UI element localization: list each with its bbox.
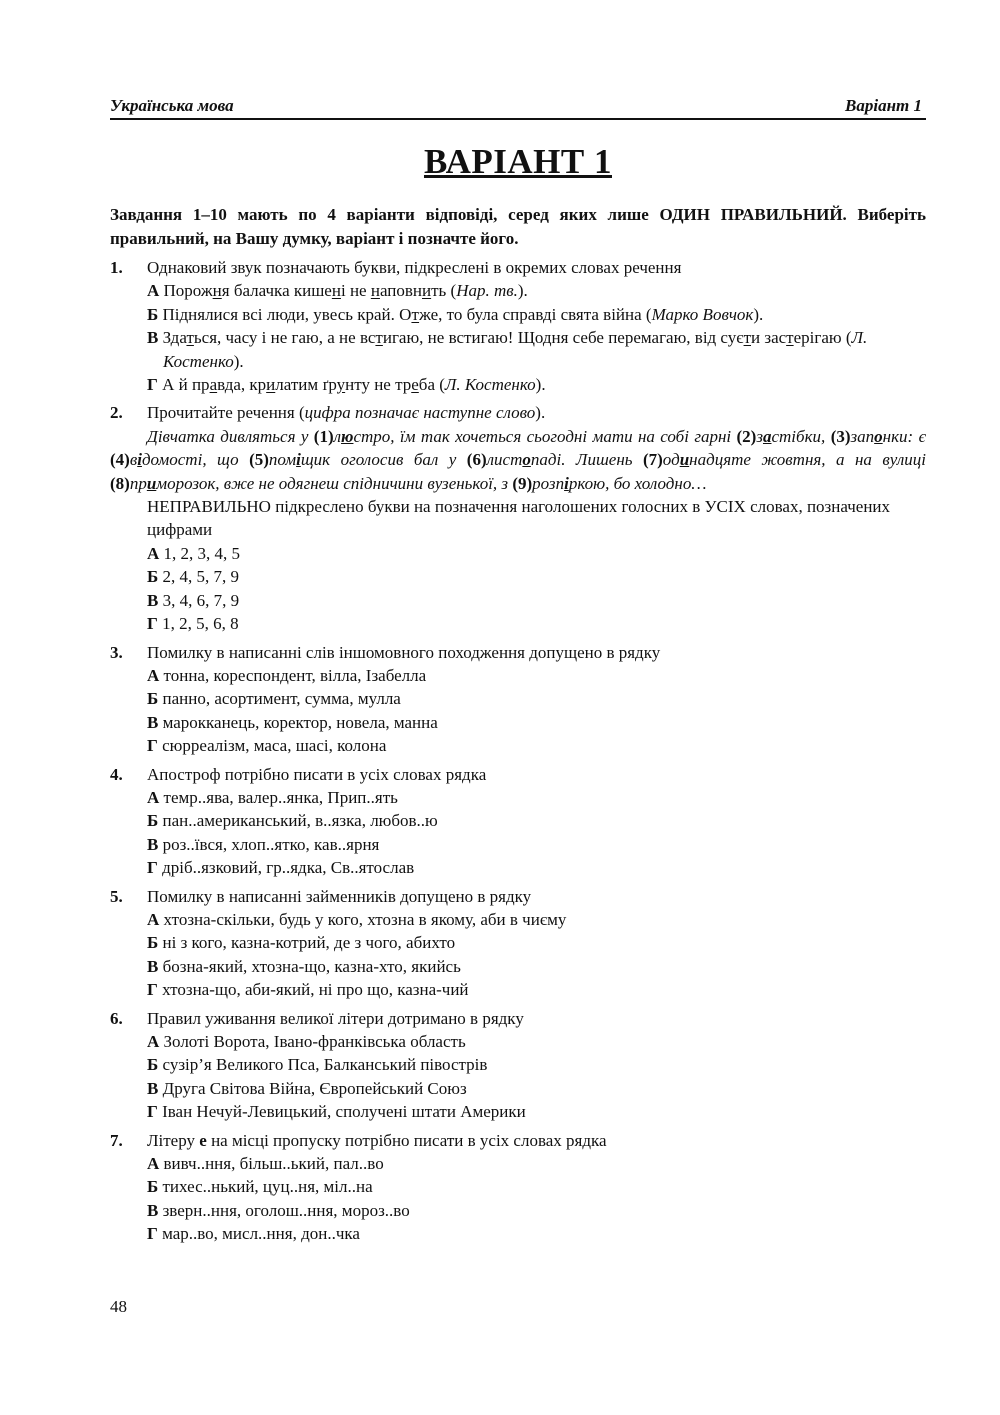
- option-b[interactable]: [147, 303, 926, 326]
- text-fragment: ть (: [431, 281, 457, 301]
- option-text: панно, асортимент, сумма, мулла: [162, 689, 401, 709]
- option-text: вивч..ння, більш..ький, пал..во: [163, 1154, 384, 1174]
- underlined-letter: т: [186, 328, 194, 348]
- text-fragment: вда, кр: [217, 375, 267, 395]
- text-fragment: я балачка кише: [221, 281, 332, 301]
- option-letter: Б: [147, 689, 159, 709]
- stressed-vowel: і: [296, 450, 301, 470]
- option-c[interactable]: [147, 711, 926, 734]
- word-part: домості: [141, 450, 203, 470]
- option-text: 2, 4, 5, 7, 9: [162, 567, 239, 587]
- underlined-letter: н: [212, 281, 222, 301]
- option-letter: А: [147, 1032, 160, 1051]
- option-text: хтозна-що, аби-який, ні про що, казна-чий: [162, 980, 469, 1000]
- question-number: 4.: [110, 764, 123, 784]
- text-fragment: ерігаю (: [793, 328, 852, 348]
- stressed-vowel: и: [679, 450, 690, 470]
- text-fragment: і свята війна (: [551, 304, 652, 324]
- passage-text: . Лишень: [561, 450, 643, 470]
- option-text: мар..во, мисл..ння, дон..чка: [162, 1224, 360, 1244]
- stressed-vowel: и: [146, 473, 157, 493]
- page-title: ВАРІАНТ 1: [423, 142, 612, 181]
- option-d[interactable]: [147, 734, 926, 757]
- option-letter: А: [147, 787, 160, 807]
- word-part: морозок: [156, 473, 216, 493]
- word-part: лист: [486, 450, 523, 470]
- passage-text: , їм так хочеться сьогодні мати на собі гарні: [390, 426, 737, 446]
- option-text: 1, 2, 5, 6, 8: [162, 614, 239, 634]
- underlined-letter: т: [786, 328, 794, 348]
- passage-text: жовтня, а на вулиці: [750, 450, 926, 470]
- text-fragment: же, то була справ: [419, 304, 543, 324]
- underlined-letter: н: [370, 281, 380, 301]
- question-stem: Однаковий звук позначають букви, підкреслені в окремих словах речення: [147, 258, 682, 277]
- option-d[interactable]: [147, 856, 926, 879]
- question-number: 2.: [110, 403, 123, 423]
- option-letter: А: [147, 543, 160, 563]
- option-text: темр..ява, валер..янка, Прип..ять: [163, 787, 398, 807]
- option-d[interactable]: [147, 612, 926, 635]
- word-part: од: [662, 450, 680, 470]
- underlined-letter: д: [179, 304, 189, 324]
- option-b[interactable]: [147, 1053, 926, 1076]
- option-letter: Б: [147, 933, 159, 953]
- option-letter: Г: [147, 736, 158, 756]
- option-text: ні з кого, казна-котрий, де з чого, абихто: [162, 933, 456, 953]
- option-a[interactable]: [147, 279, 926, 302]
- text-fragment: игаю, не встигаю! Щодня себе перемагаю, від сує: [382, 328, 744, 348]
- option-letter: Г: [147, 858, 158, 878]
- option-letter: Г: [147, 1224, 158, 1244]
- option-a[interactable]: [147, 542, 926, 565]
- option-text: зверн..ння, оголош..ння, мороз..во: [162, 1200, 410, 1220]
- text-fragment: Прочитайте речення (: [147, 403, 305, 423]
- word-part: надцяте: [689, 450, 751, 470]
- running-header: [110, 96, 926, 120]
- underlined-letter: т: [375, 328, 383, 348]
- question-6: [110, 1007, 926, 1124]
- underlined-letter: т: [411, 304, 420, 324]
- word-part: зап: [850, 426, 875, 446]
- source-citation: Л. Костенко: [163, 328, 868, 371]
- text-fragment: нту не тр: [345, 375, 412, 395]
- option-letter: Г: [147, 1102, 158, 1122]
- option-letter: В: [147, 328, 159, 348]
- option-text: Золоті Ворота, Івано-франківська область: [163, 1032, 466, 1051]
- question-stem: Апостроф потрібно писати в усіх словах рядка: [147, 764, 487, 784]
- question-1: [110, 256, 926, 396]
- word-part: розп: [532, 473, 565, 493]
- text-fragment: на місці пропуску потрібно писати в усіх словах рядка: [206, 1130, 607, 1150]
- question-stem: Правил уживання великої літери дотримано в рядку: [147, 1008, 524, 1028]
- option-text: тонна, кореспондент, вілла, Ізабелла: [163, 665, 427, 685]
- text-fragment: ).: [517, 281, 528, 301]
- word-part: нки: [882, 426, 908, 446]
- option-text: Друга Світова Війна, Європейський Союз: [162, 1078, 467, 1098]
- page-number: 48: [110, 1297, 127, 1316]
- question-stem: [147, 1129, 926, 1152]
- option-b[interactable]: [147, 687, 926, 710]
- option-c[interactable]: [147, 589, 926, 612]
- option-b[interactable]: [147, 1175, 926, 1198]
- question-number: 3.: [110, 642, 123, 662]
- option-text: тихес..нький, цуц..ня, міл..на: [162, 1177, 373, 1197]
- text-fragment: ).: [535, 375, 546, 395]
- stem-note: цифра позначає наступне слово: [304, 403, 536, 423]
- option-b[interactable]: [147, 931, 926, 954]
- option-c[interactable]: [147, 1199, 926, 1222]
- source-citation: Л. Костенко: [444, 375, 536, 395]
- word-part: ркою: [568, 473, 606, 493]
- option-d[interactable]: [147, 373, 926, 396]
- word-part: пр: [129, 473, 147, 493]
- text-fragment: ба (: [418, 375, 445, 395]
- option-c[interactable]: [147, 1077, 926, 1100]
- underlined-letter: т: [743, 328, 751, 348]
- option-text: 3, 4, 6, 7, 9: [162, 590, 240, 610]
- option-text: сузір’я Великого Пса, Балканський півострів: [162, 1055, 488, 1075]
- stressed-vowel: о: [874, 426, 883, 446]
- question-number: 6.: [110, 1008, 123, 1028]
- stressed-vowel: і: [137, 450, 142, 470]
- question-5: [110, 885, 926, 1002]
- option-letter: Г: [147, 614, 158, 634]
- stressed-vowel: ю: [341, 426, 354, 446]
- option-text: хтозна-скільки, будь у кого, хтозна в якому, аби в чиєму: [163, 909, 567, 929]
- word-number: (4): [110, 450, 130, 470]
- word-part: в: [129, 450, 138, 470]
- text-fragment: и, увесь край. О: [295, 304, 412, 324]
- option-b[interactable]: [147, 565, 926, 588]
- stressed-vowel: і: [564, 473, 569, 493]
- word-number: (6): [466, 450, 487, 470]
- underlined-letter: и: [266, 375, 276, 395]
- word-number: (1): [313, 426, 334, 446]
- option-text: пан..американський, в..язка, любов..ю: [162, 811, 438, 831]
- word-number: (9): [512, 473, 533, 493]
- option-letter: Б: [147, 1177, 159, 1197]
- underlined-letter: и: [422, 281, 432, 301]
- option-letter: Б: [147, 811, 159, 831]
- option-text: 1, 2, 3, 4, 5: [163, 543, 241, 563]
- text-fragment: Літеру: [147, 1130, 200, 1150]
- text-fragment: А й пр: [162, 375, 210, 395]
- option-d[interactable]: [147, 1222, 926, 1245]
- option-c[interactable]: [147, 955, 926, 978]
- option-letter: А: [147, 909, 160, 929]
- word-part: пом: [268, 450, 297, 470]
- passage-text: , що: [202, 450, 250, 470]
- word-number: (2): [736, 426, 757, 446]
- question-number: 5.: [110, 886, 123, 906]
- question-number: 1.: [110, 258, 123, 277]
- option-letter: Г: [147, 375, 158, 395]
- passage: [110, 425, 926, 495]
- instructions: Завдання 1–10 мають по 4 варіанти відповіді, серед яких лише ОДИН ПРАВИЛЬНИЙ. Виберіть правильний, на Вашу думку, варіант і позначте його.: [110, 205, 926, 248]
- option-letter: А: [147, 665, 160, 685]
- text-fragment: ).: [233, 351, 244, 371]
- option-d[interactable]: [147, 1100, 926, 1123]
- word-part: л: [333, 426, 342, 446]
- question-4: [110, 763, 926, 880]
- text-fragment: і не: [340, 281, 371, 301]
- option-letter: Б: [147, 304, 159, 324]
- option-letter: В: [147, 712, 159, 732]
- word-number: (5): [249, 450, 269, 470]
- text-fragment: Порож: [163, 281, 213, 301]
- underlined-letter: а: [209, 375, 218, 395]
- passage-text: оголосив бал у: [330, 450, 467, 470]
- option-text: бозна-який, хтозна-що, казна-хто, якийсь: [162, 956, 461, 976]
- word-part: щик: [300, 450, 331, 470]
- option-letter: В: [147, 1200, 159, 1220]
- question-stem: Помилку в написанні слів іншомовного походження допущено в рядку: [147, 642, 661, 662]
- option-letter: Б: [147, 1055, 159, 1075]
- word-number: (8): [110, 473, 130, 493]
- text-fragment: Зда: [162, 328, 187, 348]
- underlined-letter: е: [411, 375, 419, 395]
- word-number: (3): [830, 426, 851, 446]
- passage-text: , вже не одягнеш спідничини вузенької, з: [215, 473, 513, 493]
- option-text: Іван Нечуй-Левицький, сполучені штати Америки: [162, 1102, 526, 1122]
- option-letter: В: [147, 590, 159, 610]
- text-fragment: нялися всі лю: [188, 304, 288, 324]
- option-letter: В: [147, 956, 159, 976]
- option-a[interactable]: [147, 664, 926, 687]
- option-a[interactable]: [147, 1030, 926, 1053]
- option-letter: Б: [147, 567, 159, 587]
- option-text: роз..ївся, хлоп..ятко, кав..ярня: [162, 834, 380, 854]
- option-letter: А: [147, 281, 160, 301]
- stressed-vowel: о: [522, 450, 531, 470]
- question-number: 7.: [110, 1130, 123, 1150]
- passage-text: : є: [907, 426, 927, 446]
- word-part: паді: [530, 450, 562, 470]
- source-citation: Марко Вовчок: [651, 304, 754, 324]
- target-letter: е: [199, 1130, 207, 1150]
- questions: [110, 256, 926, 1251]
- text-fragment: Пі: [162, 304, 180, 324]
- option-c[interactable]: [147, 833, 926, 856]
- option-a[interactable]: [147, 908, 926, 931]
- text-fragment: ься, часу і не гаю, а не вс: [193, 328, 376, 348]
- question-7: [110, 1129, 926, 1246]
- passage-text: ,: [821, 426, 831, 446]
- text-fragment: ).: [535, 403, 546, 423]
- option-a[interactable]: [147, 786, 926, 809]
- underlined-letter: д: [287, 304, 296, 324]
- question-3: [110, 641, 926, 758]
- source-citation: Нар. тв.: [456, 281, 518, 301]
- passage-text: , бо холодно…: [605, 473, 707, 493]
- option-text: марокканець, коректор, новела, манна: [162, 712, 438, 732]
- option-c[interactable]: [147, 326, 926, 373]
- option-letter: В: [147, 1078, 159, 1098]
- option-letter: В: [147, 834, 159, 854]
- passage-text: Дівчатка дивляться у: [147, 426, 314, 446]
- question-stem: Помилку в написанні займенників допущено в рядку: [147, 886, 532, 906]
- question-stem: [147, 401, 926, 424]
- text-fragment: и зас: [751, 328, 787, 348]
- word-number: (7): [642, 450, 663, 470]
- underlined-letter: у: [336, 375, 346, 395]
- option-text: дріб..язковий, гр..ядка, Св..ятослав: [162, 858, 415, 878]
- subject-label: Українська мова: [110, 96, 234, 115]
- question-2: [110, 401, 926, 635]
- word-part: з: [756, 426, 763, 446]
- stressed-vowel: а: [762, 426, 772, 446]
- text-fragment: латим ґр: [275, 375, 337, 395]
- option-d[interactable]: [147, 978, 926, 1001]
- option-letter: А: [147, 1154, 160, 1174]
- underlined-letter: д: [542, 304, 552, 324]
- variant-label: Варіант 1: [845, 96, 922, 115]
- text-fragment: аповн: [379, 281, 422, 301]
- underlined-letter: н: [331, 281, 341, 301]
- option-text: сюрреалізм, маса, шасі, колона: [162, 736, 387, 756]
- word-part: стро: [353, 426, 391, 446]
- option-a[interactable]: [147, 1152, 926, 1175]
- question-task: НЕПРАВИЛЬНО підкреслено букви на позначення наголошених голосних в УСІХ словах, позначених цифрами: [147, 497, 891, 540]
- word-part: стібки: [771, 426, 822, 446]
- text-fragment: ).: [753, 304, 764, 324]
- option-b[interactable]: [147, 809, 926, 832]
- option-letter: Г: [147, 980, 158, 1000]
